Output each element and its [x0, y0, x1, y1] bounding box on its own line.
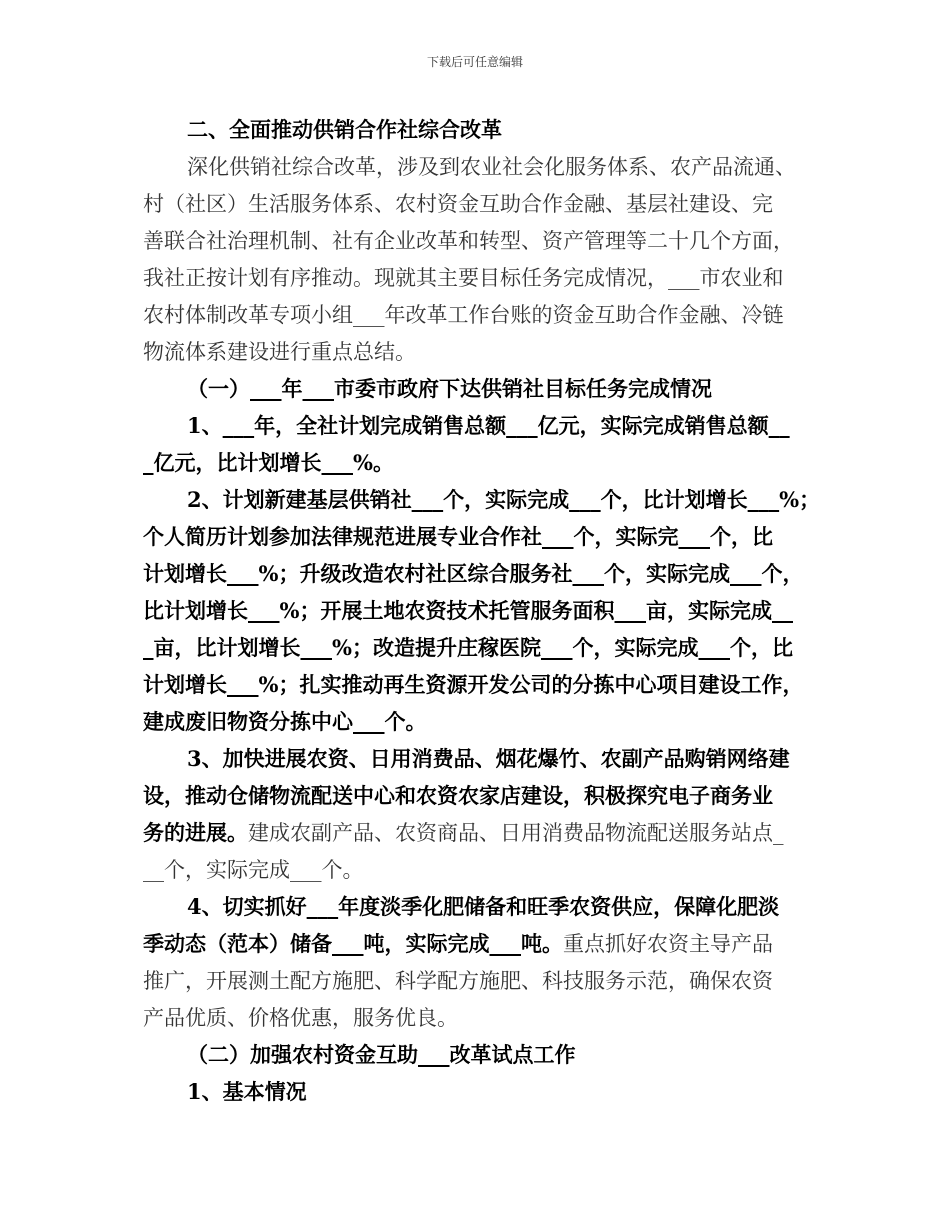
paragraph-line: _亩，比计划增长___%；改造提升庄稼医院___个，实际完成___个，比 — [143, 635, 793, 660]
paragraph-line: 农村体制改革专项小组___年改革工作台账的资金互助合作金融、冷链 — [143, 303, 784, 327]
subsection-heading: （一）___年___市委市政府下达供销社目标任务完成情况 — [187, 376, 712, 401]
paragraph-line: 计划增长___%；扎实推动再生资源开发公司的分拣中心项目建设工作， — [143, 672, 804, 697]
paragraph-line: 物流体系建设进行重点总结。 — [143, 340, 416, 364]
paragraph-line: 2、计划新建基层供销社___个，实际完成___个，比计划增长___%； — [187, 487, 821, 512]
paragraph-line: _亿元，比计划增长___%。 — [143, 450, 394, 475]
subsection-heading: （二）加强农村资金互助___改革试点工作 — [187, 1042, 576, 1067]
paragraph-line: 季动态（范本）储备___吨，实际完成___吨。重点抓好农资主导产品 — [143, 931, 773, 956]
section-heading: 二、全面推动供销合作社综合改革 — [187, 117, 502, 142]
paragraph-line: 3、加快进展农资、日用消费品、烟花爆竹、农副产品购销网络建 — [187, 746, 790, 771]
paragraph-line: 务的进展。建成农副产品、农资商品、日用消费品物流配送服务站点_ — [143, 820, 784, 845]
paragraph-line: 深化供销社综合改革，涉及到农业社会化服务体系、农产品流通、 — [187, 155, 796, 179]
paragraph-line: 计划增长___%；升级改造农村社区综合服务社___个，实际完成___个， — [143, 561, 804, 586]
paragraph-line: 比计划增长___%；开展土地农资技术托管服务面积___亩，实际完成__ — [143, 598, 793, 623]
page-header: 下载后可任意编辑 — [426, 55, 523, 69]
paragraph-line: 推广，开展测土配方施肥、科学配方施肥、科技服务示范，确保农资 — [143, 969, 773, 993]
paragraph-line: 个人简历计划参加法律规范进展专业合作社___个，实际完___个，比 — [143, 524, 773, 549]
paragraph-line: __个，实际完成___个。 — [143, 858, 364, 882]
paragraph-line: 善联合社治理机制、社有企业改革和转型、资产管理等二十几个方面， — [143, 229, 794, 253]
paragraph-line: 设，推动仓储物流配送中心和农资农家店建设，积极探究电子商务业 — [143, 783, 773, 808]
item-heading: 1、基本情况 — [187, 1079, 307, 1104]
paragraph-line: 产品优质、价格优惠，服务优良。 — [143, 1006, 458, 1030]
paragraph-line: 村（社区）生活服务体系、农村资金互助合作金融、基层社建设、完 — [143, 192, 773, 216]
paragraph-line: 4、切实抓好___年度淡季化肥储备和旺季农资供应，保障化肥淡 — [187, 894, 780, 919]
paragraph-line: 1、___年，全社计划完成销售总额___亿元，实际完成销售总额__ — [187, 413, 790, 438]
paragraph-line: 建成废旧物资分拣中心___个。 — [143, 709, 427, 734]
paragraph-line: 我社正按计划有序推动。现就其主要目标任务完成情况，___市农业和 — [143, 266, 784, 290]
